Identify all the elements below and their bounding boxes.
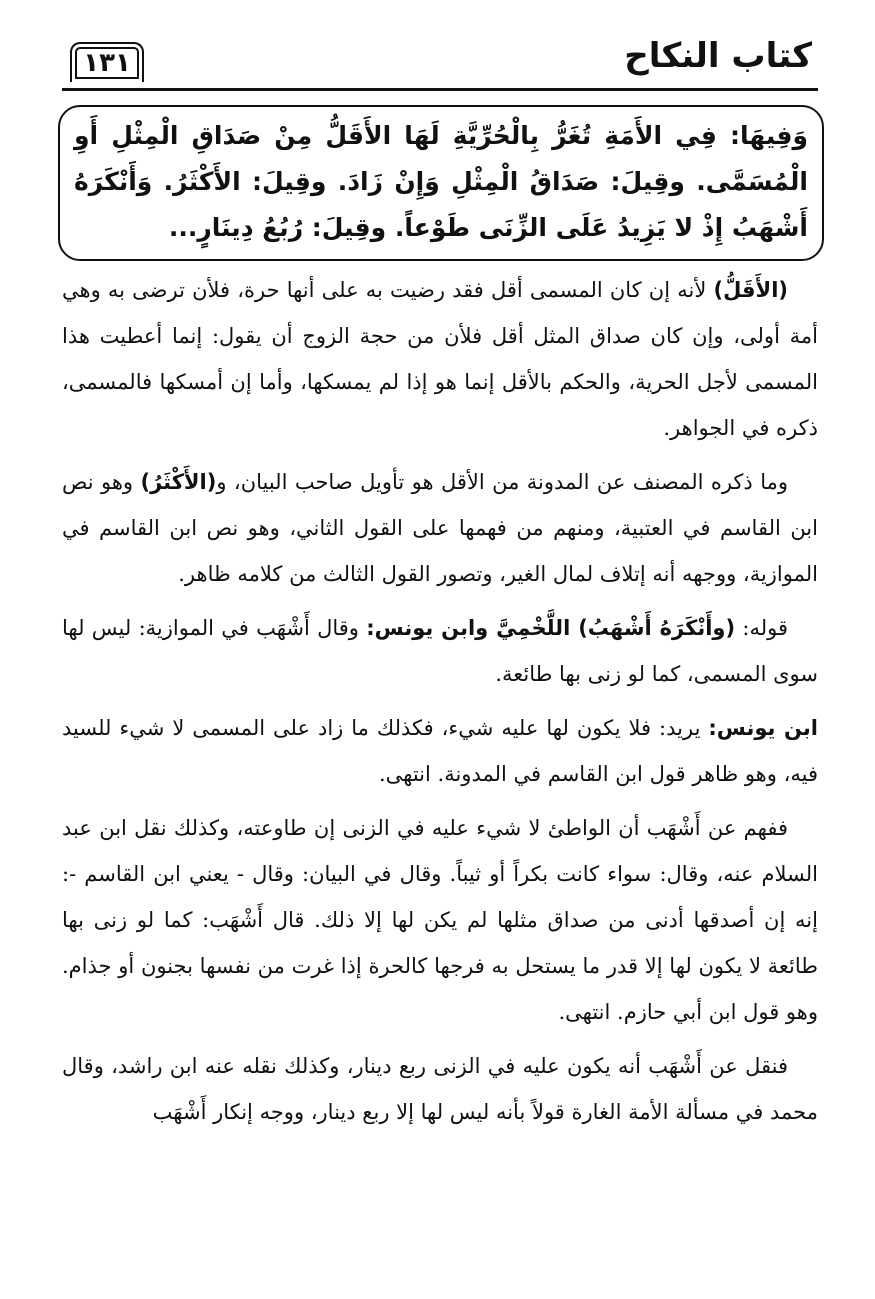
paragraph-2-after: وهو نص ابن القاسم في العتبية، ومنهم من فهمها على القول الثاني، وهو نص ابن القاسم في الموازية، ووجهه أنه إتلاف لمال الغير، وتصور القول الثالث من كلامه ظاهر. <box>62 470 818 586</box>
paragraph-3-bold: (وأَنْكَرَهُ أَشْهَبُ) اللَّخْمِيَّ وابن يونس: <box>366 616 736 640</box>
paragraph-1-lead: (الأَقَلُّ) <box>713 278 788 302</box>
matn-box: وَفِيهَا: فِي الأَمَةِ تُغَرُّ بِالْحُرِّيَّةِ لَهَا الأَقَلُّ مِنْ صَدَاقِ الْمِثْلِ أَوِ الْمُسَمَّى. وقِيلَ: صَدَاقُ الْمِثْلِ وَإِنْ زَادَ. وقِيلَ: الأَكْثَرُ. وَأَنْكَرَهُ أَشْهَبُ إِذْ لا يَزِيدُ عَلَى الزِّنَى طَوْعاً. وقِيلَ: رُبُعُ دِينَارٍ... <box>58 105 824 261</box>
paragraph-2 <box>62 459 818 597</box>
paragraph-2-bold: (الأَكْثَرُ) <box>140 470 217 494</box>
paragraph-2-before: وما ذكره المصنف عن المدونة من الأقل هو تأويل صاحب البيان، و <box>216 470 788 494</box>
paragraph-5: ففهم عن أَشْهَب أن الواطئ لا شيء عليه في الزنى إن طاوعته، وكذلك نقل ابن عبد السلام عنه، وقال: سواء كانت بكراً أو ثيباً. وقال في البيان: وقال - يعني ابن القاسم -: إنه إن أصدقها أدنى من صداق مثلها لم يكن لها إلا ذلك. قال أَشْهَب: كما لو زنى بها طائعة لا يكون لها إلا قدر ما يستحل به فرجها كالحرة إذا غرت من نفسها بجنون أو جذام. وهو قول ابن أبي حازم. انتهى. <box>62 816 818 1024</box>
paragraph-3-after: وقال أَشْهَب في الموازية: ليس لها سوى المسمى، كما لو زنى بها طائعة. <box>62 616 818 686</box>
paragraph-6: فنقل عن أَشْهَب أنه يكون عليه في الزنى ربع دينار، وكذلك نقله عنه ابن راشد، وقال محمد في مسألة الأمة الغارة قولاً بأنه ليس لها إلا ربع دينار، ووجه إنكار أَشْهَب <box>62 1054 818 1124</box>
paragraph-4-lead: ابن يونس: <box>708 716 818 740</box>
book-title: كتاب النكاح <box>624 36 812 76</box>
page-number: ١٣١ <box>70 42 144 82</box>
paragraph-4 <box>62 705 818 797</box>
paragraph-3-before: قوله: <box>735 616 788 640</box>
page-header <box>62 30 818 91</box>
paragraph-3 <box>62 605 818 697</box>
paragraph-1 <box>62 267 818 451</box>
paragraph-1-text: لأنه إن كان المسمى أقل فقد رضيت به على أنها حرة، فلأن ترضى به وهي أمة أولى، وإن كان صداق المثل أقل فلأن من حجة الزوج أن يقول: إنما أعطيت هذا المسمى لأجل الحرية، والحكم بالأقل إنما هو إذا لم يمسكها، وأما إن أمسكها فالمسمى، ذكره في الجواهر. <box>62 278 818 440</box>
paragraph-4-text: يريد: فلا يكون لها عليه شيء، فكذلك ما زاد على المسمى لا شيء للسيد فيه، وهو ظاهر قول ابن القاسم في المدونة. انتهى. <box>62 716 818 786</box>
page <box>62 30 818 1143</box>
commentary <box>62 267 818 1135</box>
